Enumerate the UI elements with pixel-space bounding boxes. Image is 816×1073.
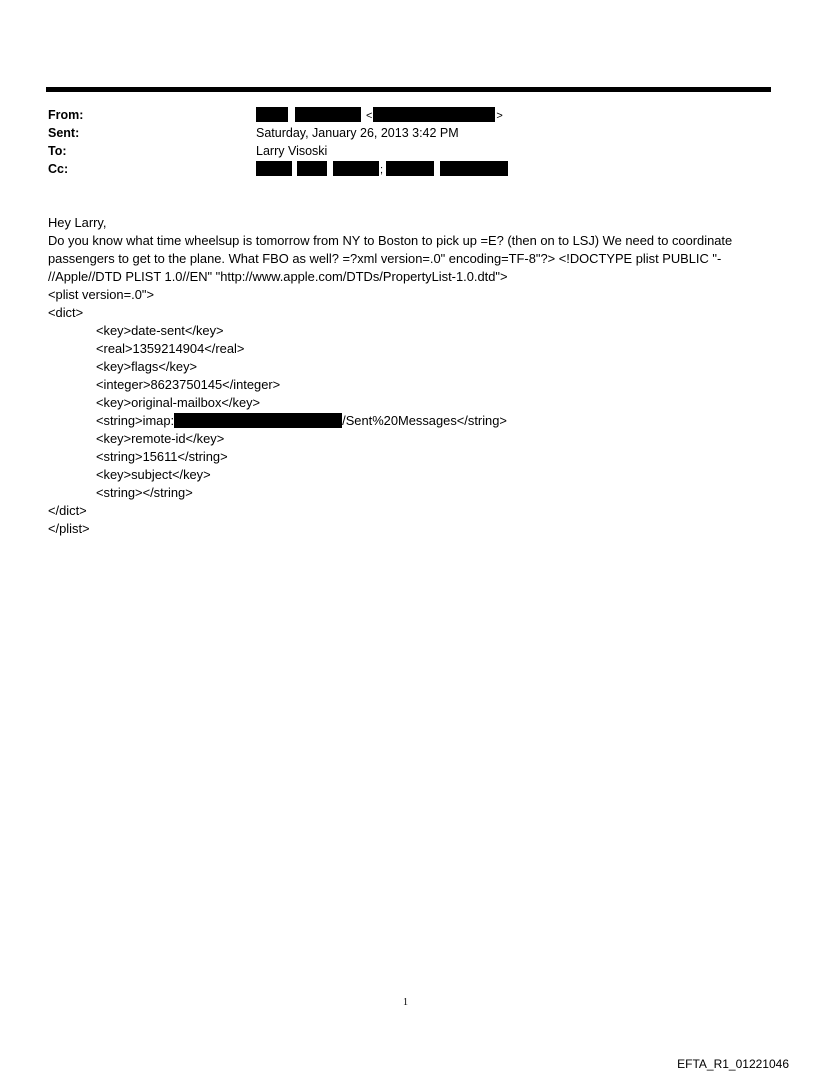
body-line: passengers to get to the plane. What FBO as well? =?xml version=.0" encoding=TF-8"?> <!DOCTYPE plist PUBLIC "- [48, 251, 722, 266]
page-number: 1 [403, 997, 408, 1008]
plist-entry: <key>remote-id</key> [96, 431, 225, 446]
dict-open: <dict> [48, 305, 84, 320]
cc-label: Cc: [48, 162, 69, 176]
redaction-block [297, 161, 327, 176]
plist-entry: <integer>8623750145</integer> [96, 377, 281, 392]
redaction-block [386, 161, 434, 176]
dict-close: </dict> [48, 503, 87, 518]
header-rule [46, 87, 771, 92]
greeting: Hey Larry, [48, 215, 107, 230]
to-value: Larry Visoski [256, 144, 328, 158]
plist-entry: <real>1359214904</real> [96, 341, 245, 356]
redaction-block [174, 413, 342, 428]
from-value [256, 107, 504, 125]
email-close-bracket: > [496, 110, 503, 122]
to-label: To: [48, 144, 67, 158]
plist-entry: <string></string> [96, 485, 193, 500]
plist-entry: <key>original-mailbox</key> [96, 395, 261, 410]
plist-entry: <key>flags</key> [96, 359, 198, 374]
from-label: From: [48, 108, 84, 122]
plist-entry-mailbox [48, 412, 778, 430]
redaction-block [295, 107, 361, 122]
mailbox-prefix: <string>imap: [96, 413, 175, 428]
plist-entry: <key>subject</key> [96, 467, 211, 482]
body-line: Do you know what time wheelsup is tomorrow from NY to Boston to pick up =E? (then on to LSJ) We need to coordinate [48, 233, 733, 248]
email-open-bracket: < [365, 110, 373, 122]
bates-number: EFTA_R1_01221046 [677, 1057, 789, 1071]
redaction-block [256, 107, 288, 122]
redaction-block [373, 107, 495, 122]
sent-value: Saturday, January 26, 2013 3:42 PM [256, 126, 459, 140]
email-body [48, 214, 778, 538]
plist-close: </plist> [48, 521, 90, 536]
redaction-block [440, 161, 508, 176]
cc-separator: ; [379, 164, 384, 176]
mailbox-suffix: /Sent%20Messages</string> [342, 413, 507, 428]
plist-entry: <key>date-sent</key> [96, 323, 224, 338]
redaction-block [256, 161, 292, 176]
body-line: //Apple//DTD PLIST 1.0//EN" "http://www.apple.com/DTDs/PropertyList-1.0.dtd"> [48, 269, 508, 284]
plist-open: <plist version=.0"> [48, 287, 154, 302]
redaction-block [333, 161, 379, 176]
sent-label: Sent: [48, 126, 80, 140]
cc-value [256, 161, 508, 179]
plist-entry: <string>15611</string> [96, 449, 228, 464]
